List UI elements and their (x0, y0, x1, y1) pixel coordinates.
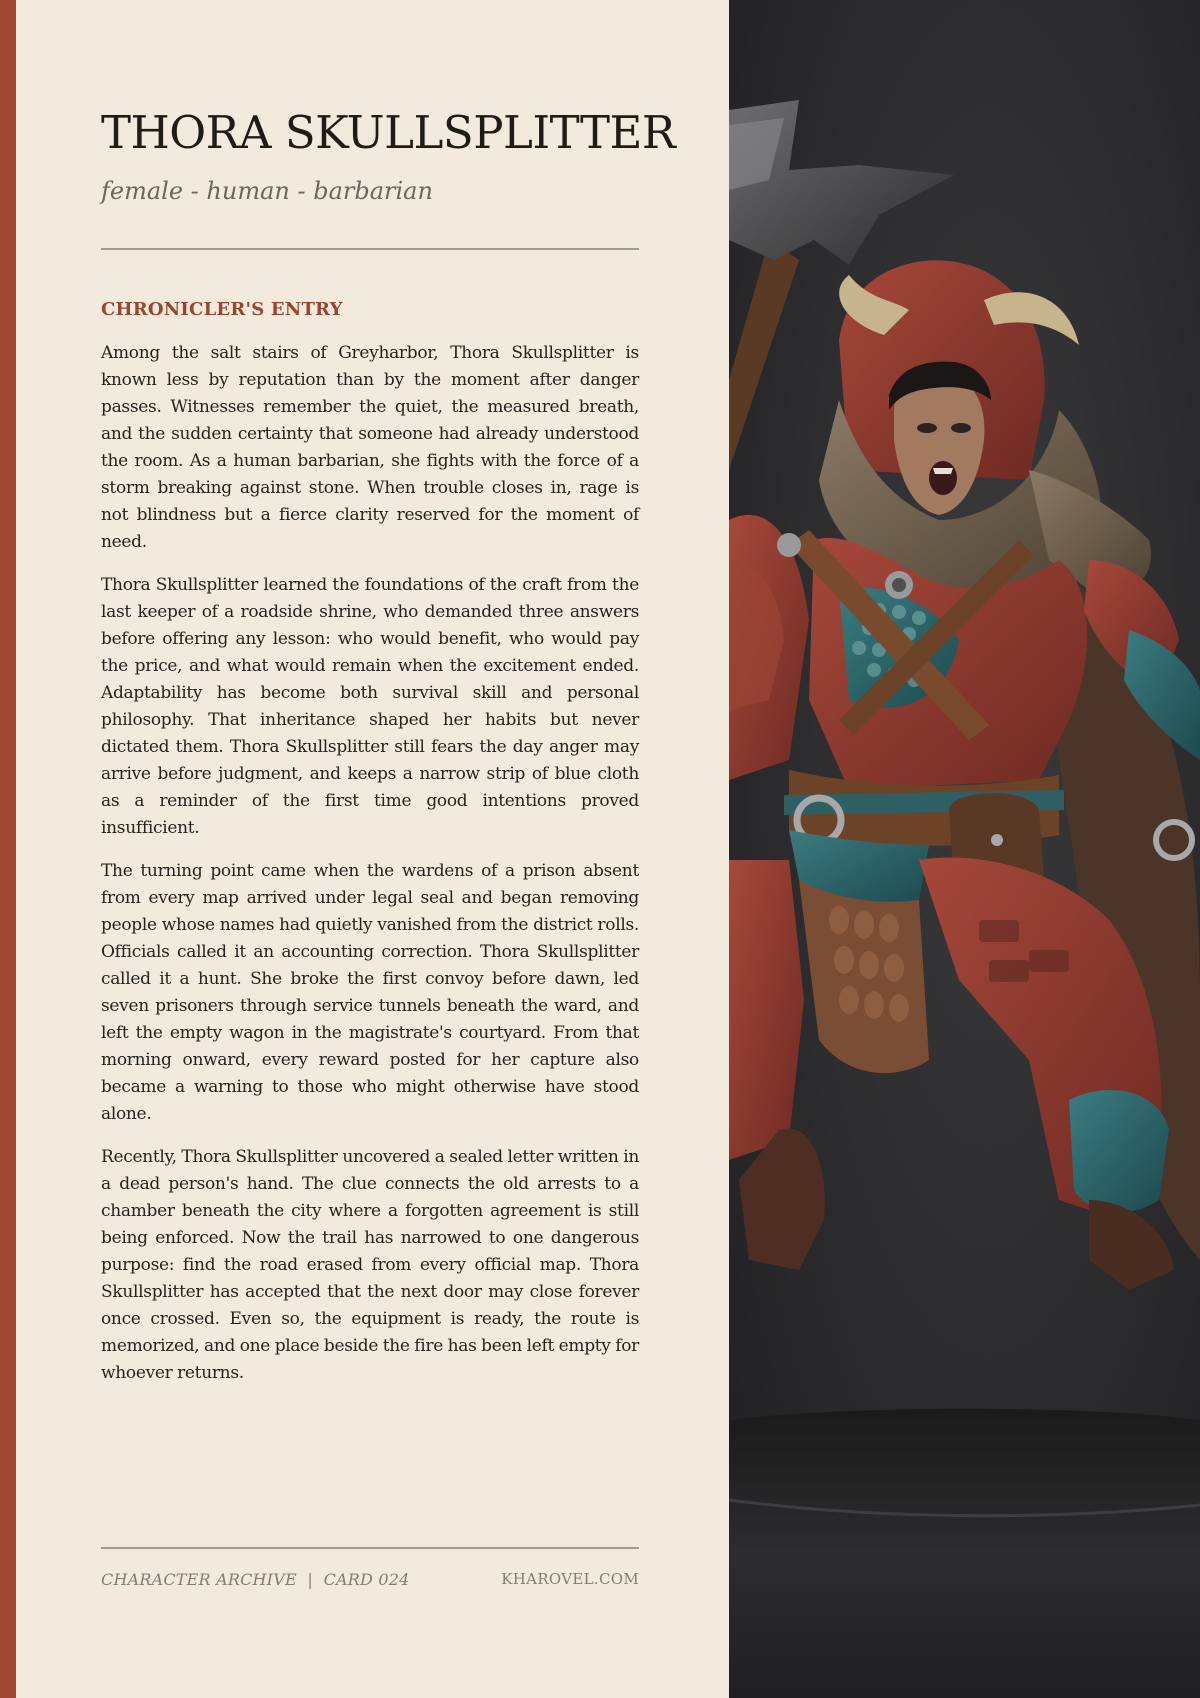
footer-site-label: KHAROVEL.COM (501, 1570, 639, 1588)
character-subtitle: female - human - barbarian (101, 177, 433, 205)
section-heading: CHRONICLER'S ENTRY (101, 299, 343, 320)
paragraph: Among the salt stairs of Greyharbor, Thora Skullsplitter is known less by reputation than by the moment after danger passes. Witnesses remember the quiet, the measured breath, and the sudden certainty that someone had already understood the room. As a human barbarian, she fights with the force of a storm breaking against stone. When trouble closes in, rage is not blindness but a fierce clarity reserved for the moment of need. (101, 343, 639, 552)
painted-miniature-photo-icon (729, 0, 1200, 1698)
accent-bar (0, 0, 16, 1698)
miniature-photo (729, 0, 1200, 1698)
paragraph: Recently, Thora Skullsplitter uncovered a sealed letter written in a dead person's hand. The clue connects the old arrests to a chamber beneath the city where a forgotten agreement is still being enforced. Now the trail has narrowed to one dangerous purpose: find the road erased from every official map. Thora Skullsplitter has accepted that the next door may close forever once crossed. Even so, the equipment is ready, the route is memorized, and one place beside the fire has been left empty for whoever returns. (101, 1147, 639, 1383)
top-divider (101, 248, 639, 250)
chronicle-body (101, 340, 639, 1403)
paragraph: The turning point came when the wardens of a prison absent from every map arrived under legal seal and began removing people whose names had quietly vanished from the district rolls. Officials called it an accounting correction. Thora Skullsplitter called it a hunt. She broke the first convoy before dawn, led seven prisoners through service tunnels beneath the ward, and left the empty wagon in the magistrate's courtyard. From that morning onward, every reward posted for her capture also became a warning to those who might otherwise have stood alone. (101, 861, 639, 1124)
footer-archive-label: CHARACTER ARCHIVE | CARD 024 (101, 1570, 410, 1589)
paragraph: Thora Skullsplitter learned the foundations of the craft from the last keeper of a roadside shrine, who demanded three answers before offering any lesson: who would benefit, who would pay the price, and what would remain when the excitement ended. Adaptability has become both survival skill and personal philosophy. That inheritance shaped her habits but never dictated them. Thora Skullsplitter still fears the day anger may arrive before judgment, and keeps a narrow strip of blue cloth as a reminder of the first time good intentions proved insufficient. (101, 575, 639, 838)
text-panel (16, 0, 729, 1698)
bottom-divider (101, 1547, 639, 1549)
character-name: THORA SKULLSPLITTER (101, 106, 676, 159)
